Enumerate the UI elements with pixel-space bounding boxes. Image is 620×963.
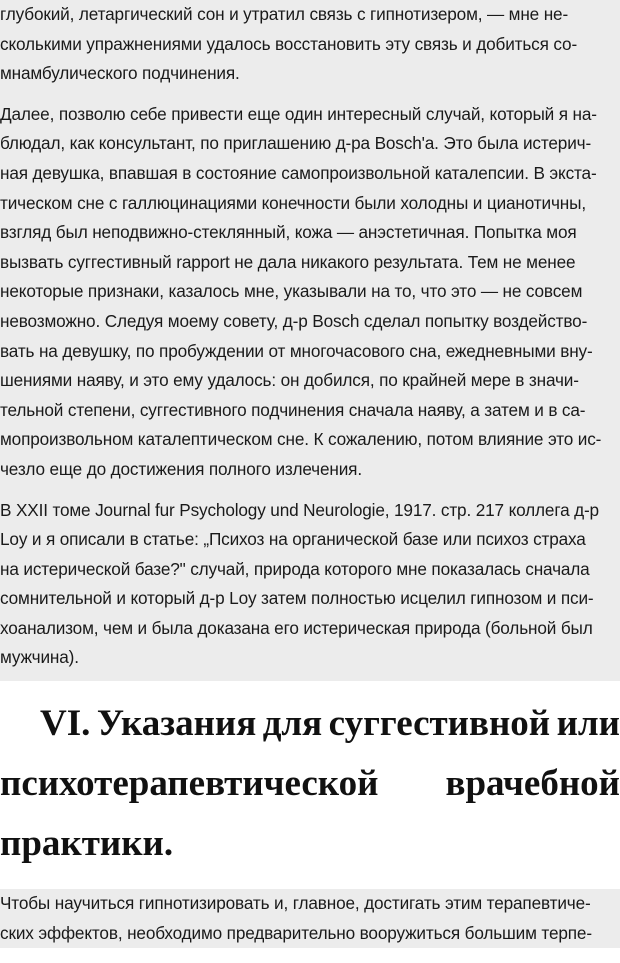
paragraph-gap: [0, 89, 620, 100]
paragraph-block: [0, 496, 620, 682]
text-line: глубокий, летаргический сон и утратил связь с гипнотизером, — мне не-: [0, 4, 569, 24]
heading-word: практики.: [0, 823, 174, 865]
text-line: на истерической базе?" случай, природа которого мне показалась сначала: [0, 558, 590, 579]
text-line: ная девушка, впавшая в состояние самопроизвольной каталепсии. В экста-: [0, 162, 597, 183]
text-line: невозможно. Следуя моему совету, д-р Bosch сделал попытку воздейство-: [0, 310, 588, 331]
text-line: шениями наяву, и это ему удалось: он добился, по крайней мере в значи-: [0, 370, 579, 391]
paragraph-gap: [0, 485, 620, 496]
text-line: некоторые признаки, казалось мне, указывали на то, что это — не совсем: [0, 281, 583, 302]
text-line: мнамбулического подчинения.: [0, 63, 240, 84]
text-line: тическом сне с галлюцинациями конечности были холодны и цианотичны,: [0, 192, 586, 213]
text-line: Loy и я описали в статье: „Психоз на органической базе или психоз страха: [0, 529, 586, 550]
text-line: сомнительной и который д-р Loy затем полностью исцелил гипнозом и пси-: [0, 588, 594, 609]
heading-word: врачебной: [445, 763, 620, 805]
text-line: сколькими упражнениями удалось восстановить эту связь и добиться со-: [0, 33, 578, 54]
text-line: мужчина).: [0, 647, 79, 668]
text-line: ских эффектов, необходимо предварительно вооружиться большим терпе-: [0, 922, 592, 943]
text-line: вызвать суггестивный rapport не дала никакого результата. Тем не менее: [0, 251, 576, 272]
text-line: Чтобы научиться гипнотизировать и, главное, достигать этим терапевтиче-: [0, 893, 591, 914]
text-line: хоанализом, чем и была доказана его истерическая природа (больной был: [0, 617, 593, 638]
heading-word: для: [262, 703, 323, 745]
text-line: взгляд был неподвижно-стеклянный, кожа — анэстетичная. Попытка моя: [0, 222, 577, 243]
text-line: тельной степени, суггестивного подчинения сначала наяву, а затем и в са-: [0, 399, 586, 420]
paragraph-block: [0, 100, 620, 485]
paragraph-2: [0, 100, 620, 485]
paragraph-block: [0, 0, 620, 89]
heading-word: VI.: [40, 703, 91, 745]
text-line: чезло еще до достижения полного излечения.: [0, 458, 362, 479]
heading-word: или: [556, 703, 620, 745]
heading-word: психотерапевтической: [0, 763, 379, 805]
section-heading: [0, 681, 620, 889]
text-line: блюдал, как консультант, по приглашению д-ра Bosch'a. Это была истерич-: [0, 133, 592, 154]
text-line: мопроизвольном каталептическом сне. К сожалению, потом влияние это ис-: [0, 429, 602, 450]
heading-line-2: [0, 754, 620, 814]
paragraph-block: [0, 889, 620, 948]
heading-word: суггестивной: [328, 703, 551, 745]
heading-line-1: [0, 694, 620, 754]
paragraph-1: [0, 0, 620, 89]
text-line: Далее, позволю себе привести еще один интересный случай, который я на-: [0, 103, 597, 124]
heading-line-3: [0, 814, 620, 874]
text-line: В XXII томе Journal fur Psychology und Neurologie, 1917. стр. 217 коллега д-р: [0, 499, 599, 520]
heading-word: Указания: [96, 703, 257, 745]
text-line: вать на девушку, по пробуждении от многочасового сна, ежедневными вну-: [0, 340, 593, 361]
paragraph-4: [0, 889, 620, 948]
paragraph-3: [0, 496, 620, 674]
